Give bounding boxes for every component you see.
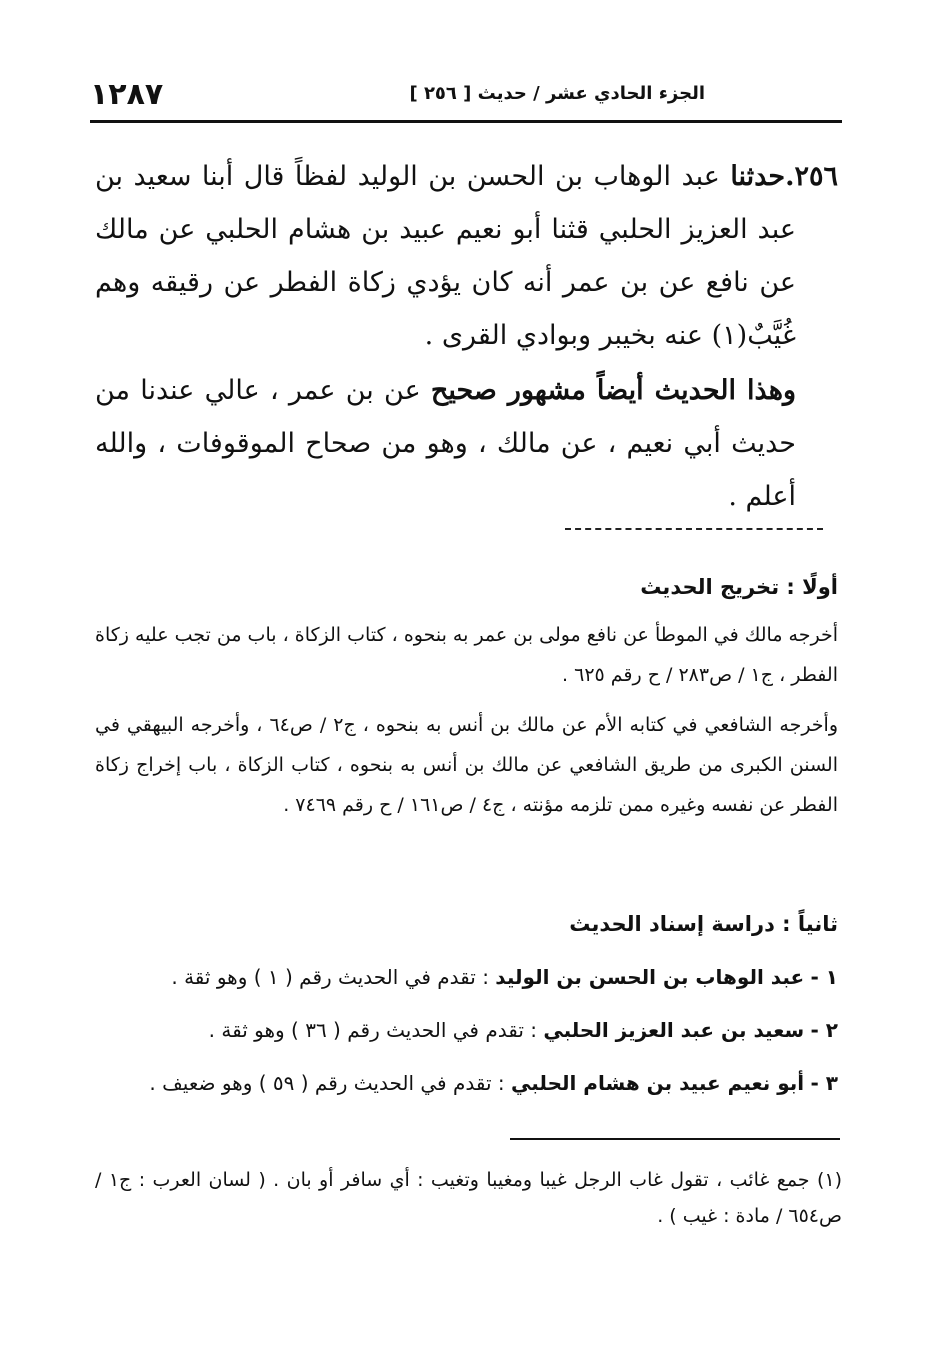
isnad-heading: ثانياً : دراسة إسناد الحديث [569, 912, 838, 936]
page-number: ١٢٨٧ [90, 77, 164, 112]
hadith-number: ٢٥٦. [785, 161, 838, 192]
narrator-note: : تقدم في الحديث رقم ( ١ ) وهو ثقة . [171, 965, 496, 989]
narrator-note: : تقدم في الحديث رقم ( ٣٦ ) وهو ثقة . [208, 1018, 544, 1042]
narrator-item [95, 962, 838, 992]
commentary-body: عن بن عمر ، عالي عندنا من حديث أبي نعيم ، عن مالك ، وهو من صحاح الموقوفات ، والله أعلم . [95, 375, 796, 512]
narrator-item [95, 1068, 838, 1098]
takhrij-section [95, 575, 838, 835]
narrator-name: أبو نعيم عبيد بن هشام الحلبي [511, 1071, 805, 1095]
footnote-rule [510, 1138, 840, 1140]
footnote: (١) جمع غائب ، تقول غاب الرجل غيبا ومغيبا وتغيب : أي سافر أو بان . ( لسان العرب : ج١ / ص٦٥٤ / مادة : غيب ) . [95, 1169, 842, 1227]
isnad-section [95, 912, 838, 1121]
header-rule [90, 120, 842, 123]
narrator-number: ٢ - [810, 1018, 838, 1042]
page-header [90, 75, 835, 115]
commentary-emphasis: وهذا الحديث أيضاً مشهور صحيح [430, 375, 796, 406]
takhrij-paragraph: وأخرجه الشافعي في كتابه الأم عن مالك بن أنس به بنحوه ، ج٢ / ص٦٤ ، وأخرجه البيهقي في السنن الكبرى من طريق الشافعي عن مالك بن أنس به بنحوه ، كتاب الزكاة ، باب إخراج زكاة الفطر عن نفسه وغيره ممن تلزمه مؤنته ، ج٤ / ص١٦١ / ح رقم ٧٤٦٩ . [95, 714, 839, 816]
takhrij-heading: أولًا : تخريج الحديث [640, 575, 838, 599]
section-divider [565, 528, 823, 530]
narrator-name: عبد الوهاب بن الحسن بن الوليد [495, 965, 805, 989]
hadith-body: عبد الوهاب بن الحسن بن الوليد لفظاً قال أبنا سعيد بن عبد العزيز الحلبي قثنا أبو نعيم عبيد بن هشام الحلبي عن مالك عن نافع عن بن عمر أنه كان يؤدي زكاة الفطر عن رقيقه وهم غُيَّبٌ(١) عنه بخيبر وبوادي القرى . [95, 161, 796, 351]
takhrij-paragraph: أخرجه مالك في الموطأ عن نافع مولى بن عمر به بنحوه ، كتاب الزكاة ، باب من تجب عليه زكاة الفطر ، ج١ / ص٢٨٣ / ح رقم ٦٢٥ . [95, 624, 838, 686]
running-title: الجزء الحادي عشر / حديث [ ٢٥٦ ] [409, 83, 705, 104]
hadith-opening-word: حدثنا [730, 161, 786, 192]
narrator-number: ٣ - [810, 1071, 838, 1095]
narrator-note: : تقدم في الحديث رقم ( ٥٩ ) وهو ضعيف . [149, 1071, 511, 1095]
hadith-text [95, 150, 838, 362]
narrator-name: سعيد بن عبد العزيز الحلبي [543, 1018, 805, 1042]
narrator-item [95, 1015, 838, 1045]
commentary-text [95, 364, 838, 523]
narrator-number: ١ - [810, 965, 838, 989]
hadith-block [95, 150, 838, 523]
